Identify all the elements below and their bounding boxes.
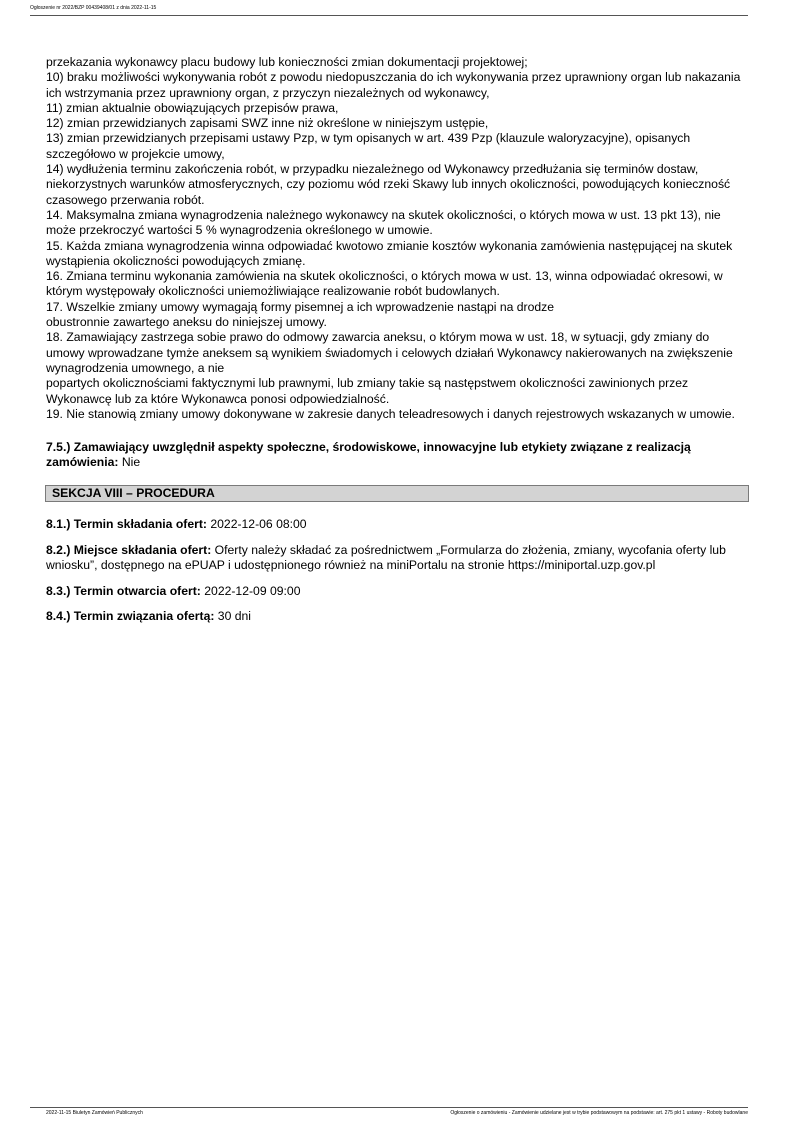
body-line: 16. Zmiana terminu wykonania zamówienia na skutek okoliczności, o których mowa w ust. 13, winna odpowiadać okresowi, w którym występowały okoliczności uniemożliwiające realizowanie robót budowlanych. xyxy=(46,269,723,299)
body-line: 18. Zamawiający zastrzega sobie prawo do odmowy zawarcia aneksu, o którym mowa w ust. 18, w sytuacji, gdy zmiany do umowy wprowadzane tymże aneksem są wynikiem świadomych i celowych działań Wykonawcy nakierowanych na zwiększenie wynagrodzenia umownego, a nie xyxy=(46,330,733,375)
question-value: 30 dni xyxy=(214,609,252,623)
body-line: 12) zmian przewidzianych zapisami SWZ inne niż określone w niniejszym ustępie, xyxy=(46,116,489,131)
question-value: 2022-12-09 09:00 xyxy=(200,584,301,598)
question-label: 8.3.) Termin otwarcia ofert: xyxy=(46,584,201,598)
footer-left-text: 2022-11-15 Biuletyn Zamówień Publicznych xyxy=(46,1110,143,1116)
question-label: 7.5.) Zamawiający uwzględnił aspekty społeczne, środowiskowe, innowacyjne lub etykiety związane z realizacją zamówienia: xyxy=(46,440,691,470)
body-line: 14. Maksymalna zmiana wynagrodzenia należnego wykonawcy na skutek okoliczności, o których mowa w ust. 13 pkt 13), nie może przekroczyć wartości 5 % wynagrodzenia określonego w umowie. xyxy=(46,207,721,238)
section-header-bar xyxy=(45,485,749,502)
question-label: 8.1.) Termin składania ofert: xyxy=(46,517,207,531)
document-body xyxy=(46,55,749,471)
footer-divider xyxy=(30,1107,748,1108)
body-line: 15. Każda zmiana wynagrodzenia winna odpowiadać kwotowo zmianie kosztów wykonania zamówienia następującej na skutek wystąpienia okoliczności powodujących zmianę. xyxy=(46,238,733,268)
body-line: 19. Nie stanowią zmiany umowy dokonywane w zakresie danych teleadresowych i danych rejestrowych wskazanych w umowie. xyxy=(46,406,735,421)
question-label: 8.2.) Miejsce składania ofert: xyxy=(46,543,212,557)
page-header: Ogłoszenie nr 2022/BZP 00439408/01 z dnia 2022-11-15 xyxy=(30,5,157,11)
question-value: Oferty należy składać za pośrednictwem „Formularza do złożenia, zmiany, wycofania oferty lub wniosku”, dostępnego na ePUAP i udostępnionego również na miniPortalu na stronie https://miniportal.uzp.gov.pl xyxy=(46,543,726,573)
body-line: 13) zmian przewidzianych przepisami ustawy Pzp, w tym opisanych w art. 439 Pzp (klauzule waloryzacyjne), opisanych szczegółowo w projekcie umowy, xyxy=(46,131,691,161)
question-8-4 xyxy=(46,609,749,624)
question-value: 2022-12-06 08:00 xyxy=(206,517,307,531)
body-line: obustronnie zawartego aneksu do niniejszej umowy. xyxy=(46,315,327,330)
body-line: przekazania wykonawcy placu budowy lub konieczności zmian dokumentacji projektowej; xyxy=(46,55,528,69)
header-divider xyxy=(30,15,748,16)
question-8-3 xyxy=(46,584,749,599)
body-line: 10) braku możliwości wykonywania robót z powodu niedopuszczania do ich wykonywania przez uprawniony organ lub nakazania ich wstrzymania przez uprawniony organ, z przyczyn niezależnych od wykonawcy, xyxy=(46,70,741,100)
body-line: 17. Wszelkie zmiany umowy wymagają formy pisemnej a ich wprowadzenie nastąpi na drodze xyxy=(46,299,555,314)
question-7-5 xyxy=(46,440,749,471)
footer-right-text: Ogłoszenie o zamówieniu - Zamówienie udzielane jest w trybie podstawowym na podstawie: art. 275 pkt 1 ustawy - Roboty budowlane xyxy=(450,1110,748,1116)
body-line: 11) zmian aktualnie obowiązujących przepisów prawa, xyxy=(46,100,339,115)
question-8-2 xyxy=(46,543,749,574)
body-line: popartych okolicznościami faktycznymi lub prawnymi, lub zmiany takie są następstwem okoliczności zawinionych przez Wykonawcę lub za które Wykonawca ponosi odpowiedzialność. xyxy=(46,376,689,406)
body-line: 14) wydłużenia terminu zakończenia robót, w przypadku niezależnego od Wykonawcy przedłużania się terminów dostaw, niekorzystnych warunków atmosferycznych, czy poziomu wód rzeki Skawy lub innych okoliczności, powodujących konieczność czasowego przerwania robót. xyxy=(46,162,731,207)
question-8-1 xyxy=(46,517,749,532)
section-title: SEKCJA VIII – PROCEDURA xyxy=(52,486,215,500)
question-label: 8.4.) Termin związania ofertą: xyxy=(46,609,215,623)
question-value: Nie xyxy=(118,455,141,470)
